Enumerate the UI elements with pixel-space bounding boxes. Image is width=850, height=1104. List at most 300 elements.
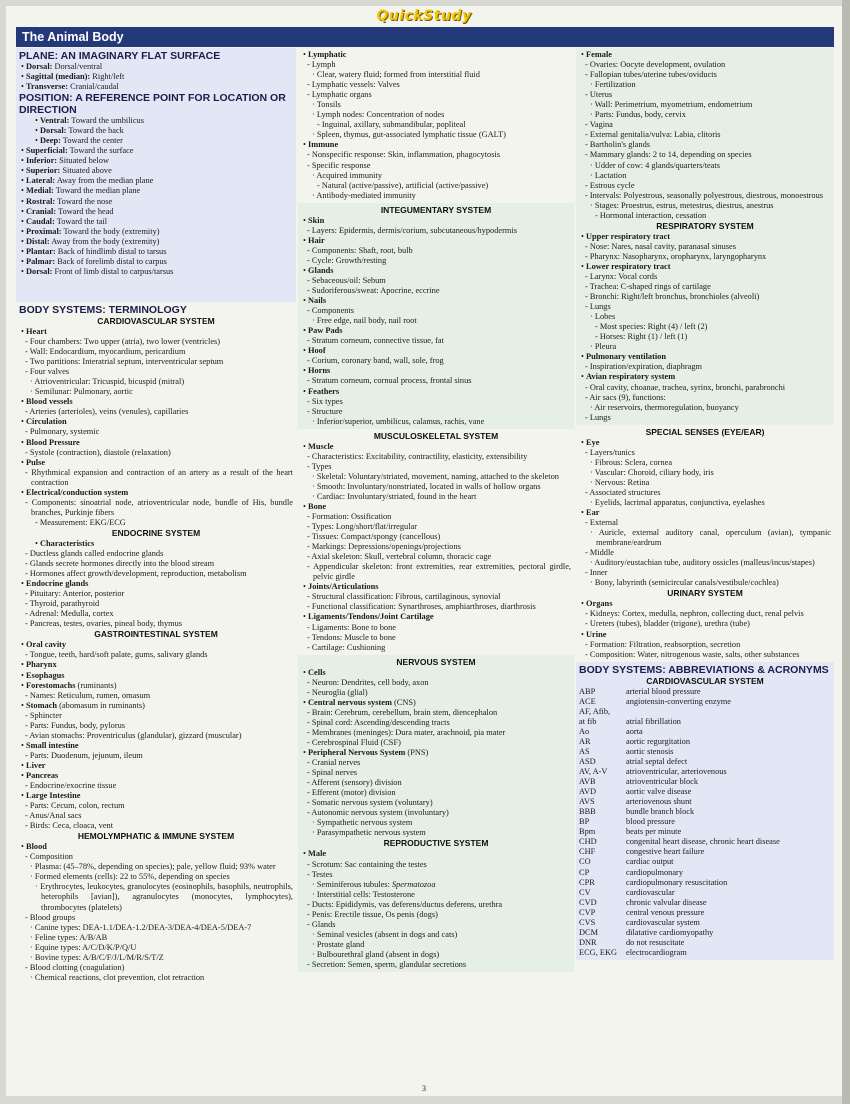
list-item: • Hoof (303, 346, 326, 356)
list-item: - Larynx: Vocal cords (585, 271, 658, 281)
list-item: - Secretion: Semen, sperm, glandular secretions (307, 959, 467, 969)
abbr-meaning: arteriovenous shunt (626, 797, 692, 807)
list-item: · Interstitial cells: Testosterone (312, 889, 415, 899)
abbr-term: AS (579, 746, 590, 756)
list-item: - Inguinal, axillary, submandibular, popliteal (317, 120, 466, 130)
abbr-meaning: atrioventricular, arteriovenous (626, 767, 727, 777)
list-item: · Tonsils (312, 100, 341, 110)
abbr-row (579, 938, 831, 948)
abbr-term: CVS (579, 917, 596, 927)
list-item: • Pharynx (21, 660, 57, 670)
list-item: - Lungs (585, 412, 611, 422)
list-item: • Muscle (303, 441, 334, 451)
list-item: - Pancreas, testes, ovaries, pineal body, thymus (25, 619, 183, 629)
list-item: • Urine (581, 629, 607, 639)
list-item: - Cycle: Growth/resting (307, 255, 387, 265)
list-item: • Small intestine (21, 740, 79, 750)
list-item: • Medial: Toward the median plane (21, 186, 141, 196)
abbr-meaning: cardiovascular (626, 887, 675, 897)
list-item: • Deep: Toward the center (35, 136, 123, 146)
list-item: • Blood (21, 842, 47, 852)
abbr-meaning: aortic regurgitation (626, 736, 691, 746)
list-item: - Birds: Ceca, cloaca, vent (25, 821, 114, 831)
abbr-row (579, 908, 831, 918)
list-item: • Ligaments/Tendons/Joint Cartilage (303, 612, 434, 622)
chart-sheet (6, 6, 842, 1096)
list-item: • Nails (303, 296, 327, 306)
list-item: - Sphincter (25, 710, 62, 720)
abbr-row (579, 797, 831, 807)
system-heading: RESPIRATORY SYSTEM (656, 220, 754, 231)
system-heading: HEMOLYMPHATIC & IMMUNE SYSTEM (77, 831, 235, 842)
abbr-meaning: angiotensin-converting enzyme (626, 696, 731, 706)
list-item: · Auditory/eustachian tube, auditory ossicles (malleus/incus/stapes) (590, 558, 815, 568)
list-item: · Lymph nodes: Concentration of nodes (312, 110, 445, 120)
abbr-row (579, 888, 831, 898)
abbr-term: ABP (579, 686, 596, 696)
list-item: · Clear, watery fluid; formed from interstitial fluid (312, 70, 480, 80)
list-item: - External (585, 518, 619, 528)
list-item: • Palmar: Back of forelimb distal to carpus (21, 256, 167, 266)
list-item: - Stratum corneum, connective tissue, fat (307, 336, 444, 346)
list-item: • Superior: Situated above (21, 166, 112, 176)
system-heading: SPECIAL SENSES (EYE/EAR) (645, 426, 765, 437)
list-item: - Markings: Depressions/openings/projections (307, 542, 461, 552)
column-2 (298, 48, 574, 1082)
list-item: • Cells (303, 667, 326, 677)
abbr-term: CHD (579, 837, 597, 847)
list-item: · Air reservoirs, thermoregulation, buoyancy (590, 402, 739, 412)
list-item: • Dorsal: Toward the back (35, 126, 124, 136)
list-item: • Large Intestine (21, 791, 81, 801)
list-item: • Inferior: Situated below (21, 156, 109, 166)
column-1 (16, 48, 296, 1082)
abbr-term: CVP (579, 907, 596, 917)
system-heading: URINARY SYSTEM (667, 588, 743, 599)
abbr-term: DCM (579, 927, 599, 937)
list-item: - Composition (25, 852, 73, 862)
list-item: - Somatic nervous system (voluntary) (307, 798, 433, 808)
list-item: • Ear (581, 508, 600, 518)
list-item: - Parts: Duodenum, jejunum, ileum (25, 750, 143, 760)
list-item: • Transverse: Cranial/caudal (21, 82, 119, 92)
abbr-meaning: aortic valve disease (626, 787, 692, 797)
abbr-row (579, 687, 831, 697)
list-item: • Stomach (abomasum in ruminants) (21, 700, 145, 710)
abbr-term: CV (579, 887, 591, 897)
list-item: • Lymphatic (303, 50, 347, 59)
system-heading: NERVOUS SYSTEM (396, 656, 476, 667)
abbr-row (579, 757, 831, 767)
list-item: • Feathers (303, 386, 340, 396)
list-item: - Oral cavity, choanae, trachea, syrinx, bronchi, parabronchi (585, 382, 786, 392)
page-number: 3 (422, 1084, 426, 1093)
list-item: • Joints/Articulations (303, 582, 379, 592)
list-item: - Neuroglia (glial) (307, 687, 368, 697)
list-item: - Types (307, 461, 332, 471)
list-item: - Six types (307, 396, 343, 406)
list-item: · Chemical reactions, clot prevention, clot retraction (30, 972, 205, 982)
abbr-term: CHF (579, 847, 596, 857)
list-item: • Dorsal: Dorsal/ventral (21, 62, 103, 71)
abbr-meaning (626, 707, 831, 717)
list-item: - Characteristics: Excitability, contractility, elasticity, extensibility (307, 451, 528, 461)
list-item: • Blood Pressure (21, 437, 80, 447)
abbr-meaning: chronic valvular disease (626, 897, 707, 907)
list-item: - Nose: Nares, nasal cavity, paranasal sinuses (585, 241, 736, 251)
list-item: - Lymphatic organs (307, 90, 372, 100)
list-item: - Endocrine/exocrine tissue (25, 781, 117, 791)
column-3 (576, 48, 834, 1082)
list-item: - Layers/tunics (585, 447, 635, 457)
list-item: - Names: Reticulum, rumen, omasum (25, 690, 151, 700)
list-item: · Lobes (590, 312, 616, 322)
abbr-meaning: cardiac output (626, 857, 674, 867)
list-item: • Oral cavity (21, 640, 67, 650)
abbr-meaning: aortic stenosis (626, 746, 674, 756)
list-item: - Afferent (sensory) division (307, 778, 402, 788)
abbr-meaning: cardiopulmonary resuscitation (626, 877, 728, 887)
list-item: - Cerebrospinal Fluid (CSF) (307, 738, 401, 747)
abbr-list (579, 687, 831, 958)
list-item: • Organs (581, 599, 613, 609)
abbr-meaning: beats per minute (626, 827, 682, 837)
list-item: - Glands secrete hormones directly into the blood stream (25, 559, 215, 569)
abbr-row (579, 747, 831, 757)
list-item: - Spinal nerves (307, 768, 358, 778)
abbr-meaning: atrial septal defect (626, 757, 688, 766)
list-item: - Structure (307, 406, 343, 416)
list-item: - Types: Long/short/flat/irregular (307, 522, 418, 532)
list-item: • Central nervous system (CNS) (303, 697, 416, 707)
list-item: • Male (303, 849, 327, 859)
list-item: · Vascular: Choroid, ciliary body, iris (590, 467, 714, 477)
list-item: - Ovaries: Oocyte development, ovulation (585, 60, 726, 70)
list-item: - Pituitary: Anterior, posterior (25, 589, 125, 599)
list-item: · Sympathetic nervous system (312, 818, 413, 828)
list-item: • Bone (303, 501, 327, 511)
section-musculoskeletal (298, 429, 574, 655)
list-item: - Hormonal interaction, cessation (595, 210, 707, 220)
section-female-respiratory (576, 48, 834, 425)
list-item: · Fertilization (590, 80, 636, 90)
abbr-term: BP (579, 817, 590, 827)
abbr-row (579, 787, 831, 797)
list-item: · Erythrocytes, leukocytes, granulocytes (eosinophils, basophils, neutrophils, heterophils [avian]), agranulocytes (monocytes, lymphocytes), thrombocytes (platelets) (35, 882, 293, 912)
list-item: - Estrous cycle (585, 180, 635, 190)
list-item: - Middle (585, 548, 614, 558)
list-item: · Seminiferous tubules: Spermatozoa (312, 879, 436, 889)
abbr-row (579, 727, 831, 737)
abbr-term: at fib (579, 716, 597, 726)
list-item: • Superficial: Toward the surface (21, 146, 134, 156)
list-item: - Pulmonary, systemic (25, 427, 100, 437)
list-item: · Acquired immunity (312, 170, 382, 180)
list-item: • Heart (21, 327, 47, 336)
list-item: · Skeletal: Voluntary/striated, movement, naming, attached to the skeleton (312, 471, 559, 481)
system-heading: GASTROINTESTINAL SYSTEM (94, 629, 218, 640)
abbr-term: CP (579, 867, 590, 877)
list-item: - Testes (307, 869, 333, 879)
list-item: · Stages: Proestrus, estrus, metestrus, diestrus, anestrus (590, 200, 774, 210)
abbr-meaning: arterial blood pressure (626, 686, 701, 696)
list-item: · Parasympathetic nervous system (312, 828, 426, 838)
list-item: • Proximal: Toward the body (extremity) (21, 226, 160, 236)
list-item: · Bulbourethral gland (absent in dogs) (312, 949, 440, 959)
section-lymph-integument (298, 48, 574, 203)
abbr-row (579, 898, 831, 908)
list-item: • Paw Pads (303, 326, 343, 336)
list-item: - Sebaceous/oil: Sebum (307, 275, 386, 285)
abbr-row (579, 948, 831, 958)
list-item: • Skin (303, 215, 325, 225)
list-item: - Cartilage: Cushioning (307, 642, 386, 652)
list-item: • Forestomachs (ruminants) (21, 680, 117, 690)
list-item: - Tongue, teeth, hard/soft palate, gums, salivary glands (25, 650, 208, 660)
system-heading: REPRODUCTIVE SYSTEM (383, 838, 489, 849)
list-item: - Arteries (arterioles), veins (venules), capillaries (25, 407, 189, 417)
abbr-row (579, 737, 831, 747)
list-item: · Fibrous: Sclera, cornea (590, 457, 673, 467)
list-item: • Peripheral Nervous System (PNS) (303, 748, 429, 758)
list-item: · Bony, labyrinth (semicircular canals/vestibule/cochlea) (590, 578, 779, 588)
list-item: - Ductless glands called endocrine glands (25, 548, 164, 558)
section-heading: POSITION: A REFERENCE POINT FOR LOCATION OR DIRECTION (19, 92, 286, 117)
list-item: • Cranial: Toward the head (21, 206, 114, 216)
abbr-term: AVD (579, 787, 597, 797)
list-item: · Formed elements (cells): 22 to 55%, depending on species (30, 872, 230, 882)
list-item: - Components: Shaft, root, bulb (307, 245, 413, 255)
section-heading: BODY SYSTEMS: TERMINOLOGY (19, 304, 187, 316)
abbr-row (579, 697, 831, 707)
list-item: - Associated structures (585, 487, 661, 497)
list-item: - Composition: Water, nitrogenous waste, salts, other substances (585, 649, 800, 659)
list-item: • Liver (21, 760, 46, 770)
list-item: • Hair (303, 235, 325, 245)
list-item: - Air sacs (9), functions: (585, 392, 666, 402)
list-item: - Parts: Cecum, colon, rectum (25, 801, 125, 811)
list-item: • Pulmonary ventilation (581, 352, 666, 362)
list-item: - Components: sinoatrial node, atrioventricular node, bundle of His, bundle branches, Purkinje fibers (25, 497, 293, 517)
list-item: · Wall: Perimetrium, myometrium, endometrium (590, 100, 753, 110)
list-item: • Sagittal (median): Right/left (21, 72, 125, 82)
list-item: · Smooth: Involuntary/nonstriated, located in walls of hollow organs (312, 481, 541, 491)
abbr-meaning: cardiovascular system (626, 917, 700, 927)
list-item: • Blood vessels (21, 397, 73, 407)
list-item: - Axial skeleton: Skull, vertebral column, thoracic cage (307, 552, 492, 562)
system-heading: MUSCULOSKELETAL SYSTEM (373, 430, 499, 441)
list-item: - Mammary glands: 2 to 14, depending on species (585, 150, 752, 160)
abbr-row (579, 878, 831, 888)
list-item: - Horses: Right (1) / left (1) (595, 332, 688, 342)
list-item: - Scrotum: Sac containing the testes (307, 859, 427, 869)
list-item: - Ureters (tubes), bladder (trigone), urethra (tube) (585, 619, 750, 629)
abbr-term: DNR (579, 937, 597, 947)
system-heading: CARDIOVASCULAR SYSTEM (97, 316, 215, 326)
list-item: · Feline types: A/B/AB (30, 932, 108, 942)
abbr-term: BBB (579, 807, 596, 817)
list-item: • Endocrine glands (21, 579, 89, 589)
list-item: - Two partitions: Interatrial septum, interventricular septum (25, 357, 224, 367)
list-item: - Thyroid, parathyroid (25, 599, 100, 609)
list-item: · Equine types: A/C/D/K/P/Q/U (30, 942, 137, 952)
list-item: - Hormones affect growth/development, reproduction, metabolism (25, 569, 247, 579)
list-item: - Four valves (25, 367, 70, 377)
abbr-term: CVD (579, 897, 597, 907)
list-item: • Electrical/conduction system (21, 487, 129, 497)
list-item: - Glands (307, 919, 336, 929)
abbr-row (579, 837, 831, 847)
list-item: - Neuron: Dendrites, cell body, axon (307, 677, 429, 687)
abbr-row (579, 847, 831, 857)
list-item: • Upper respiratory tract (581, 231, 671, 241)
abbr-row (579, 857, 831, 867)
system-heading: INTEGUMENTARY SYSTEM (380, 204, 492, 215)
list-item: - Ducts: Epididymis, vas deferens/ductus deferens, urethra (307, 899, 503, 909)
list-item: · Parts: Fundus, body, cervix (590, 110, 686, 120)
abbr-term: AR (579, 736, 591, 746)
list-item: - Brain: Cerebrum, cerebellum, brain stem, diencephalon (307, 707, 498, 717)
section-abbreviations (576, 662, 834, 960)
abbr-meaning: atrioventricular block (626, 777, 699, 787)
list-item: - Efferent (motor) division (307, 788, 396, 798)
brand-logo: QuickStudy (376, 8, 472, 24)
list-item: - Lymphatic vessels: Valves (307, 80, 400, 90)
abbr-subheading: CARDIOVASCULAR SYSTEM (646, 675, 764, 686)
abbr-term: Ao (579, 726, 590, 736)
list-item: - Ligaments: Bone to bone (307, 622, 396, 632)
abbr-meaning: do not resuscitate (626, 937, 685, 947)
list-item: · Eyelids, lacrimal apparatus, conjunctiva, eyelashes (590, 497, 765, 507)
abbr-meaning: cardiopulmonary (626, 867, 683, 877)
abbr-term: AVS (579, 797, 595, 807)
abbr-term: ACE (579, 696, 596, 706)
abbr-meaning: aorta (626, 726, 643, 736)
section-orientation (16, 48, 296, 302)
list-item: - Nonspecific response: Skin, inflammation, phagocytosis (307, 150, 501, 160)
list-item: - Blood groups (25, 912, 76, 922)
list-item: · Cardiac: Involuntary/striated, found in the heart (312, 491, 477, 501)
abbr-row (579, 717, 831, 727)
list-item: · Lactation (590, 170, 627, 180)
abbr-meaning: bundle branch block (626, 807, 695, 817)
abbr-term: CPR (579, 877, 595, 887)
list-item: · Pleura (590, 342, 617, 352)
list-item: • Lateral: Away from the median plane (21, 176, 154, 186)
list-item: - Bronchi: Right/left bronchus, bronchioles (alveoli) (585, 292, 760, 302)
list-item: · Atrioventricular: Tricuspid, bicuspid (mitral) (30, 377, 185, 387)
list-item: - Fallopian tubes/uterine tubes/oviducts (585, 70, 717, 80)
abbr-row (579, 918, 831, 928)
list-item: · Prostate gland (312, 939, 365, 949)
page-edge (842, 0, 850, 1104)
list-item: - Appendicular skeleton: front extremities, rear extremities, pectoral girdle, pelvic girdle (307, 562, 571, 582)
abbr-meaning: central venous pressure (626, 907, 705, 917)
list-item: • Eye (581, 437, 600, 447)
list-item: · Canine types: DEA-1.1/DEA-1.2/DEA-3/DEA-4/DEA-5/DEA-7 (30, 922, 252, 932)
abbr-row (579, 817, 831, 827)
section-systems-left (16, 302, 296, 985)
abbr-meaning: congestive heart failure (626, 847, 705, 857)
list-item: - Rhythmical expansion and contraction of an artery as a result of the heart contraction (25, 467, 293, 487)
list-item: - Parts: Fundus, body, pylorus (25, 720, 126, 730)
list-item: - Membranes (meninges): Dura mater, arachnoid, pia mater (307, 727, 506, 737)
list-item: · Nervous: Retina (590, 477, 650, 487)
list-item: - Inner (585, 568, 608, 578)
list-item: • Distal: Away from the body (extremity) (21, 236, 160, 246)
list-item: - Wall: Endocardium, myocardium, pericardium (25, 347, 186, 357)
list-item: - Measurement: EKG/ECG (35, 517, 126, 527)
list-item: - Vagina (585, 120, 613, 130)
page-title: The Animal Body (16, 27, 834, 47)
abbr-meaning: atrial fibrillation (626, 716, 681, 726)
list-item: - Inspiration/expiration, diaphragm (585, 362, 703, 372)
list-item: • Female (581, 50, 612, 59)
list-item: · Bovine types: A/B/C/F/J/L/M/R/S/T/Z (30, 952, 164, 962)
list-item: - Tendons: Muscle to bone (307, 632, 396, 642)
abbr-meaning: dilatative cardiomyopathy (626, 927, 714, 937)
section-heading: PLANE: AN IMAGINARY FLAT SURFACE (19, 50, 221, 62)
list-item: - Layers: Epidermis, dermis/corium, subcutaneous/hypodermis (307, 225, 517, 235)
section-integumentary (298, 203, 574, 429)
section-senses-urinary (576, 425, 834, 662)
list-item: • Ventral: Toward the umbilicus (35, 116, 144, 126)
list-item: • Caudal: Toward the tail (21, 216, 108, 226)
list-item: - Corium, coronary band, wall, sole, frog (307, 356, 444, 366)
list-item: - Natural (active/passive), artificial (active/passive) (317, 180, 489, 190)
abbr-row (579, 707, 831, 717)
list-item: · Auricle, external auditory canal, operculum (avian), tympanic membrane/eardrum (590, 528, 831, 548)
list-item: • Rostral: Toward the nose (21, 196, 113, 206)
list-item: · Inferior/superior, umbilicus, calamus, rachis, vane (312, 416, 485, 426)
list-item: · Udder of cow: 4 glands/quarters/teats (590, 160, 720, 170)
abbr-term: ASD (579, 757, 596, 766)
list-item: - Lungs (585, 302, 611, 312)
list-item: - Intervals: Polyestrous, seasonally polyestrous, diestrous, monoestrous (585, 190, 824, 200)
list-item: · Plasma: (45–78%, depending on species); pale, yellow fluid; 93% water (30, 862, 276, 872)
abbr-term: AV, A-V (579, 767, 608, 777)
abbr-term: AF, Afib, (579, 706, 611, 716)
abbr-row (579, 767, 831, 777)
abbr-term: CO (579, 857, 591, 867)
list-item: • Circulation (21, 417, 67, 427)
list-item: • Pulse (21, 457, 46, 467)
list-item: - Anus/Anal sacs (25, 811, 82, 821)
abbr-row (579, 777, 831, 787)
list-item: - Autonomic nervous system (involuntary) (307, 808, 449, 818)
list-item: - Lymph (307, 60, 336, 70)
list-item: · Spleen, thymus, gut-associated lymphatic tissue (GALT) (312, 130, 506, 140)
list-item: - External genitalia/vulva: Labia, clitoris (585, 130, 721, 140)
list-item: - Penis: Erectile tissue, Os penis (dogs) (307, 909, 438, 919)
abbr-meaning: congenital heart disease, chronic heart disease (626, 837, 780, 847)
list-item: - Formation: Filtration, reabsorption, secretion (585, 639, 741, 649)
list-item: • Avian respiratory system (581, 372, 676, 382)
list-item: • Characteristics (35, 538, 95, 548)
system-heading: ENDOCRINE SYSTEM (111, 527, 201, 538)
list-item: - Bartholin's glands (585, 140, 651, 150)
list-item: - Cranial nerves (307, 758, 361, 768)
list-item: - Stratum corneum, cornual process, frontal sinus (307, 376, 472, 386)
list-item: • Glands (303, 265, 334, 275)
abbr-term: ECG, EKG (579, 947, 618, 957)
list-item: - Avian stomachs: Proventriculus (glandular), gizzard (muscular) (25, 730, 242, 740)
abbr-term: AVB (579, 777, 596, 787)
abbr-row (579, 928, 831, 938)
list-item: - Sudoriferous/sweat: Apocrine, eccrine (307, 286, 440, 296)
list-item: - Formation: Ossification (307, 512, 392, 522)
abbr-meaning: electrocardiogram (626, 947, 687, 957)
